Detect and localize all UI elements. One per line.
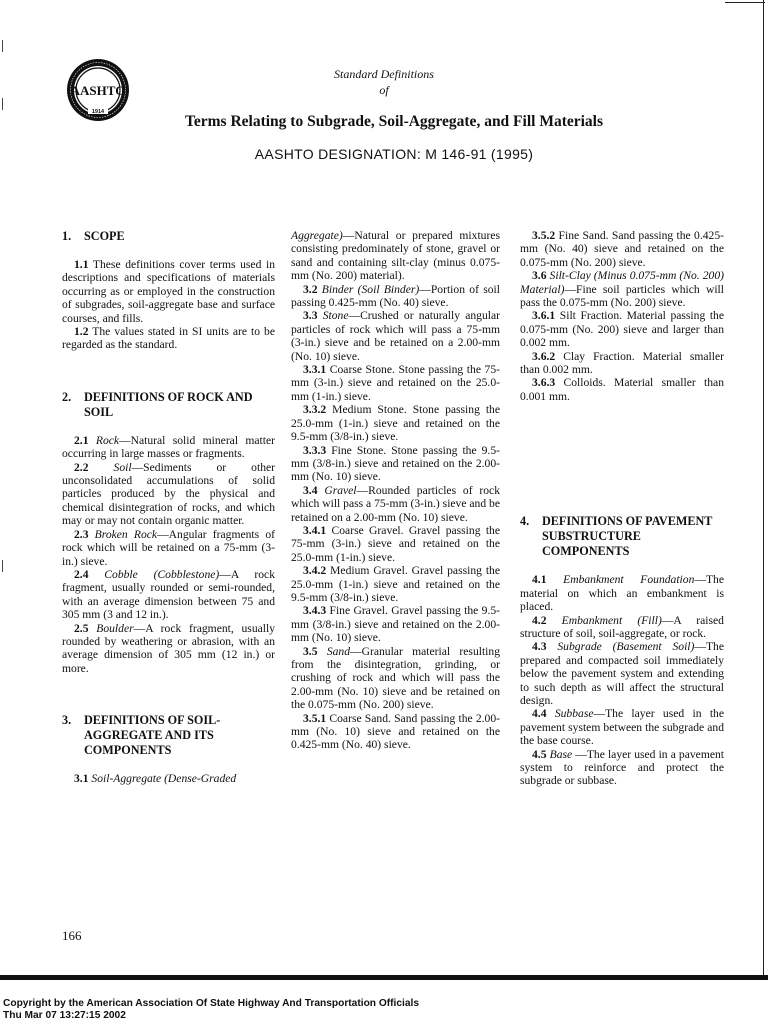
paragraph: 3.6.2 Clay Fraction. Material smaller than 0.002 mm. [520,349,724,377]
page-title: Terms Relating to Subgrade, Soil-Aggregate, and Fill Materials [184,113,604,130]
copyright-notice [3,998,419,1021]
paragraph: 3.3.2 Medium Stone. Stone passing the 25.0-mm (1-in.) sieve and retained on the 9.5-mm (3/8-in.) sieve. [291,403,501,444]
column-middle [291,229,500,752]
paragraph: 1.2 The values stated in SI units are to be regarded as the standard. [62,325,275,352]
svg-text:AASHTO: AASHTO [70,83,126,98]
section-heading: 3. DEFINITIONS OF SOIL-AGGREGATE AND ITS COMPONENTS [62,713,221,758]
paragraph: 2.2 Soil—Sediments or other unconsolidated accumulations of solid particles produced by the physical and chemical disintegration of rocks, and which may or may not contain organic matter. [62,460,275,528]
paragraph: 2.5 Boulder—A rock fragment, usually rounded by weathering or abrasion, with an average dimension of 305 mm (12 in.) or more. [62,621,275,675]
column-right [520,229,724,788]
paragraph: 3.6.3 Colloids. Material smaller than 0.001 mm. [520,376,724,403]
paragraph: 3.3.1 Coarse Stone. Stone passing the 75-mm (3-in.) sieve and retained on the 25.0-mm (1-in.) sieve. [291,363,500,403]
copyright-text: Copyright by the American Association Of State Highway And Transportation Officials [3,998,420,1009]
page-corner-mark [725,2,765,3]
paragraph: 3.5.2 Fine Sand. Sand passing the 0.425-mm (No. 40) sieve and retained on the 0.075-mm (No. 200) sieve. [520,229,724,269]
paragraph: 2.4 Cobble (Cobblestone)—A rock fragment, usually rounded or semi-rounded, with an average dimension between 75 and 305 mm (3 and 12 in.). [62,567,276,622]
designation: AASHTO DESIGNATION: M 146-91 (1995) [254,146,534,162]
paragraph: 4.4 Subbase—The layer used in the pavement system between the subgrade and the base course. [520,707,724,748]
section-heading: 2. DEFINITIONS OF ROCK AND SOIL [62,389,253,419]
paragraph: 4.5 Base —The layer used in a pavement system to reinforce and protect the subgrade or subbase. [520,747,724,788]
paragraph: 4.2 Embankment (Fill)—A raised structure of soil, soil-aggregate, or rock. [520,613,724,640]
seal-year: 1914 [91,109,105,115]
doc-type-line: Standard Definitions [334,67,434,81]
paragraph: 3.4.1 Coarse Gravel. Gravel passing the 75-mm (3-in.) sieve and retained on the 25.0-mm (1-in.) sieve. [291,523,500,564]
section-heading: 4. DEFINITIONS OF PAVEMENT SUBSTRUCTURE COMPONENTS [520,514,713,559]
paragraph: 4.3 Subgrade (Basement Soil)—The prepared and compacted soil immediately below the pavement system and extending to such depth as will affect the structural design. [520,640,724,707]
margin-mark [2,98,3,110]
page-number: 166 [62,928,82,943]
paragraph: 3.5 Sand—Granular material resulting from the disintegration, grinding, or crushing of rock and which will pass the 2.00-mm (No. 10) sieve and be retained on the 0.075-mm (No. 200) sieve. [291,644,500,712]
doc-type-of: of [379,83,389,97]
paragraph: 3.1 Soil-Aggregate (Dense-Graded [74,772,237,786]
paragraph: 3.4.3 Fine Gravel. Gravel passing the 9.5-mm (3/8-in.) sieve and retained on the 2.00-mm (No. 10) sieve. [291,604,500,645]
print-timestamp: Thu Mar 07 13:27:15 2002 [3,1009,126,1021]
paragraph: 2.1 Rock—Natural solid mineral matter occurring in large masses or fragments. [62,433,276,461]
paragraph: 3.6.1 Silt Fraction. Material passing the 0.075-mm (No. 200) sieve and larger than 0.002 mm. [520,309,724,350]
margin-mark [2,40,3,52]
paragraph: 3.3 Stone—Crushed or naturally angular particles of rock which will pass a 75-mm (3-in.) sieve and be retained on a 2.00-mm (No. 10) sieve. [291,309,500,363]
paragraph: 3.5.1 Coarse Sand. Sand passing the 2.00-mm (No. 10) sieve and retained on the 0.425-mm (No. 40) sieve. [291,711,500,752]
footer-rule [0,975,768,980]
paragraph: 3.4.2 Medium Gravel. Gravel passing the 25.0-mm (1-in.) sieve and retained on the 9.5-mm (3/8-in.) sieve. [291,564,500,604]
paragraph: 3.4 Gravel—Rounded particles of rock which will pass a 75-mm (3-in.) sieve and be retained on a 2.00-mm (No. 10) sieve. [291,483,500,524]
margin-mark [2,560,3,572]
paragraph: 3.3.3 Fine Stone. Stone passing the 9.5-mm (3/8-in.) sieve and retained on the 2.00-mm (No. 10) sieve. [291,443,500,484]
paragraph: 2.3 Broken Rock—Angular fragments of rock which will be retained on a 75-mm (3-in.) sieve. [62,527,275,568]
paragraph: 3.6 Silt-Clay (Minus 0.075-mm (No. 200) Material)—Fine soil particles which will pass the 0.075-mm (No. 200) sieve. [520,269,724,310]
paragraph: 4.1 Embankment Foundation—The material on which an embankment is placed. [520,573,724,614]
paragraph: 1.1 These definitions cover terms used in descriptions and specifications of materials occurring as or employed in the construction of subgrades, soil-aggregate base and surface courses, and fills. [62,258,275,325]
section-heading: 1. SCOPE [62,229,125,243]
paragraph: Aggregate)—Natural or prepared mixtures consisting predominately of stone, gravel or sand and containing silt-clay (minus 0.075-mm (No. 200) material). [291,229,500,283]
column-left [62,229,275,786]
paragraph: 3.2 Binder (Soil Binder)—Portion of soil passing 0.425-mm (No. 40) sieve. [291,282,500,310]
